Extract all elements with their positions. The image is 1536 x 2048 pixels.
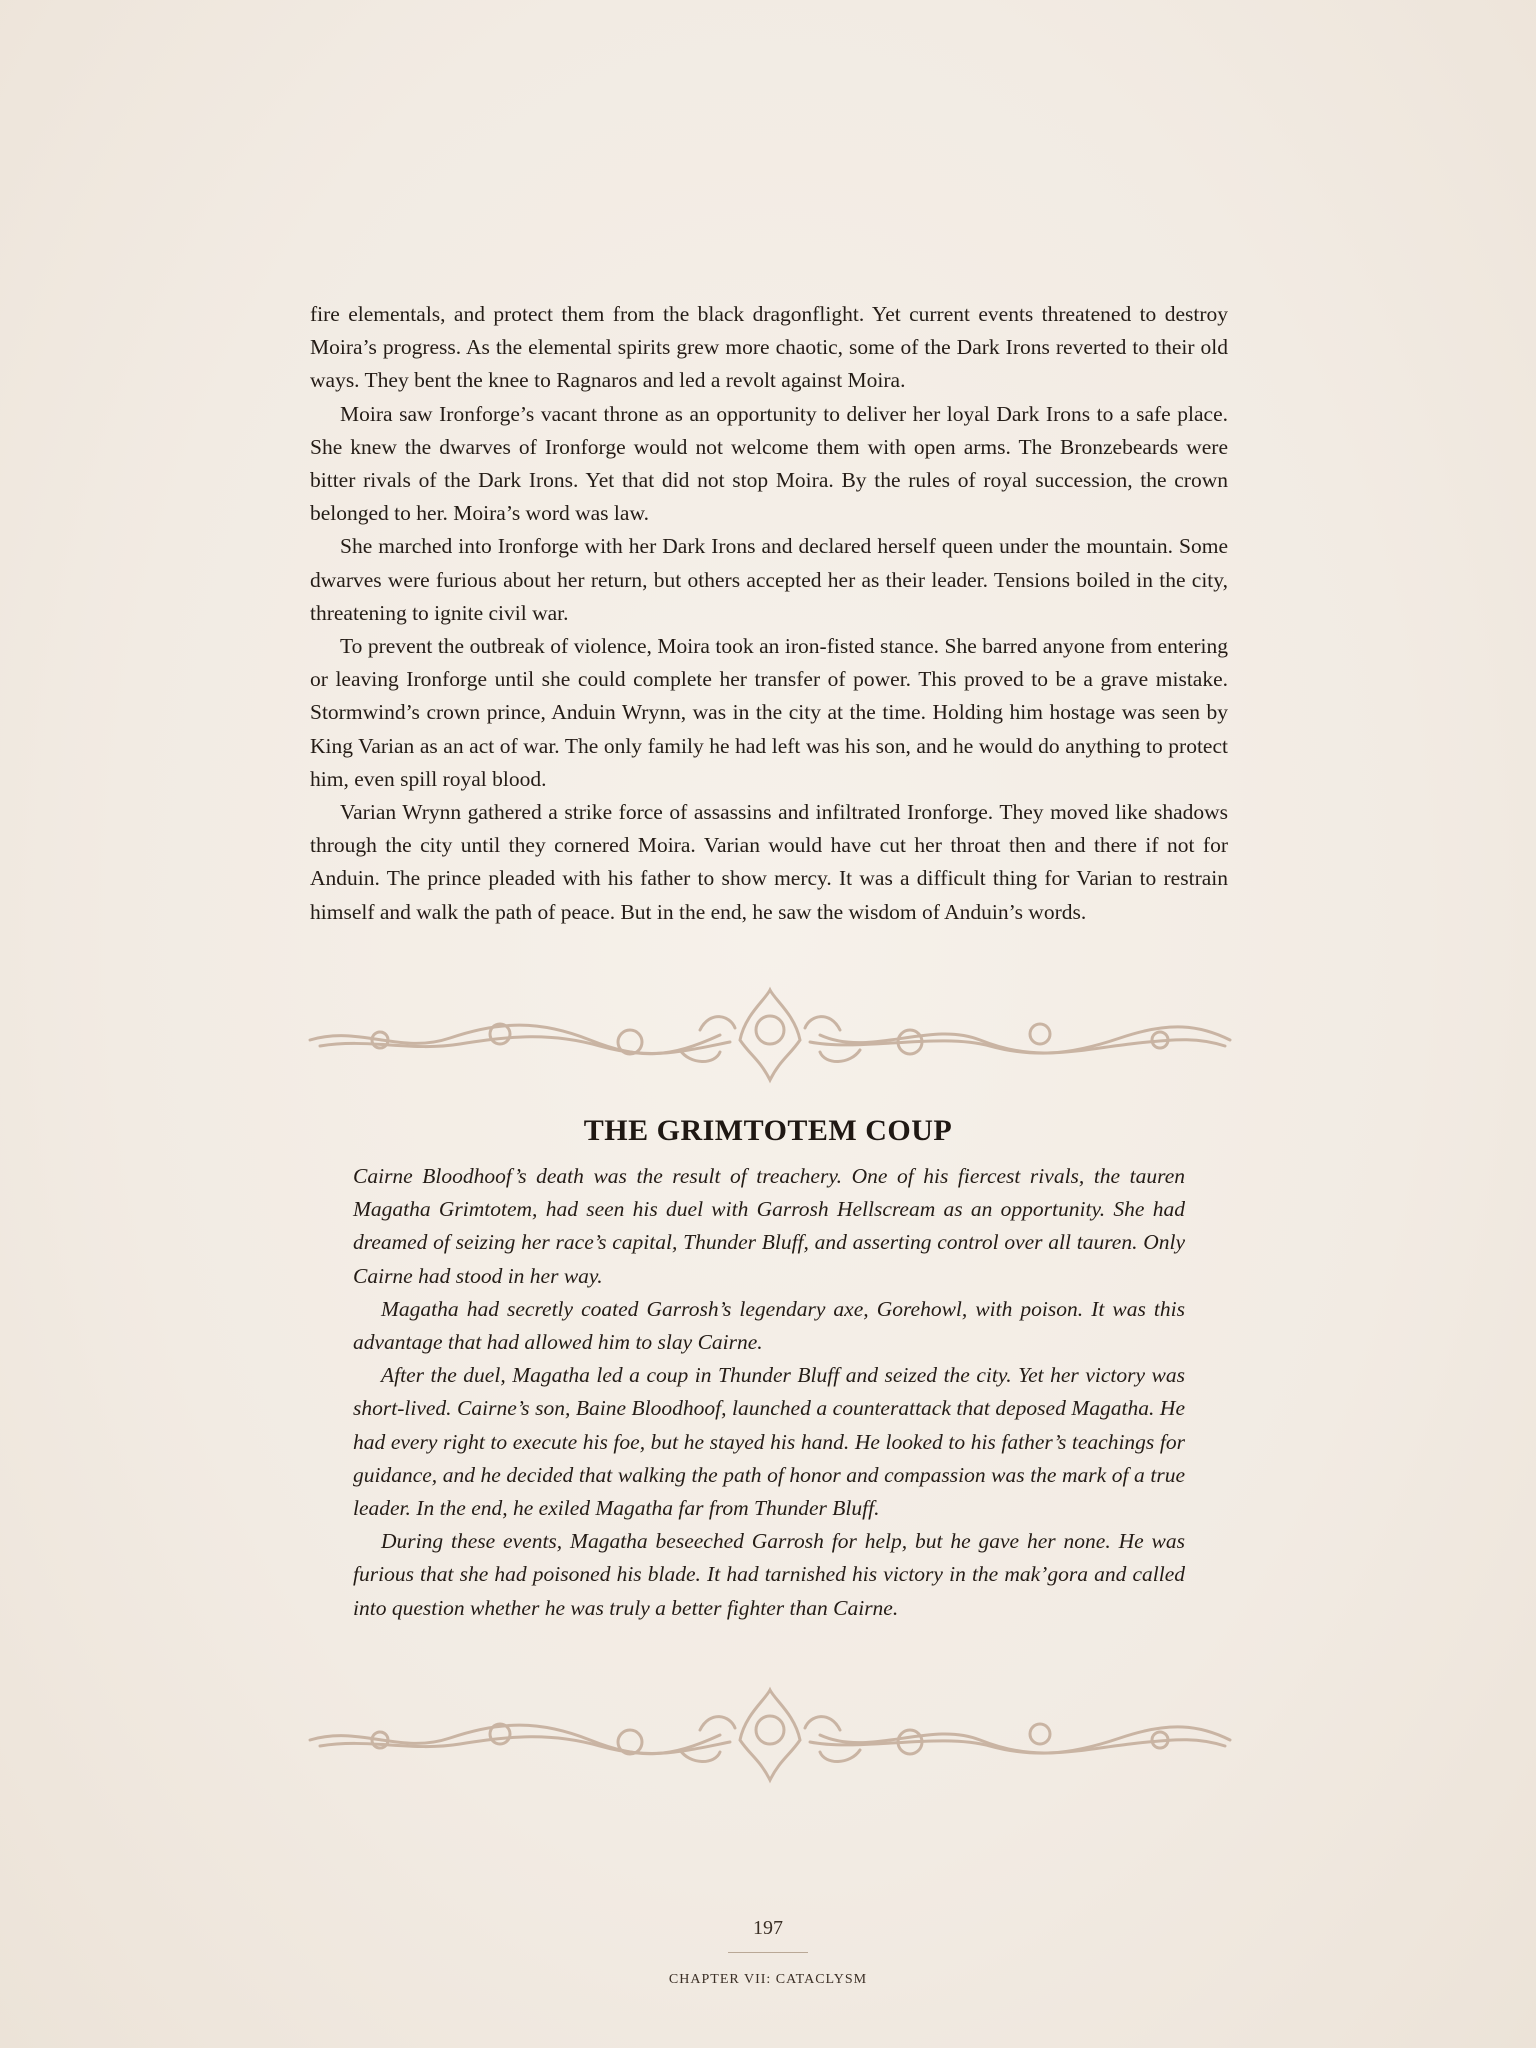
main-paragraph-1: fire elementals, and protect them from the black dragonflight. Yet current events threatened to destroy Moira’s progress. As the elemental spirits grew more chaotic, some of the Dark Irons reverted to their old ways. They bent the knee to Ragnaros and led a revolt against Moira. [310,302,1228,393]
main-paragraph-5: Varian Wrynn gathered a strike force of assassins and infiltrated Ironforge. They moved like shadows through the city until they cornered Moira. Varian would have cut her throat then and there if not for Anduin. The prince pleaded with his father to show mercy. It was a difficult thing for Varian to restrain himself and walk the path of peace. But in the end, he saw the wisdom of Anduin’s words. [310,800,1228,924]
chapter-label: CHAPTER VII: CATACLYSM [668,1972,868,1987]
main-paragraph-2: Moira saw Ironforge’s vacant throne as an opportunity to deliver her loyal Dark Irons to a safe place. She knew the dwarves of Ironforge would not welcome them with open arms. The Bronzebeards were bitter rivals of the Dark Irons. Yet that did not stop Moira. By the rules of royal succession, the crown belonged to her. Moira’s word was law. [310,401,1228,526]
ornament-divider-top-icon [300,980,1240,1090]
main-paragraph-3: She marched into Ironforge with her Dark Irons and declared herself queen under the mountain. Some dwarves were furious about her return, but others accepted her as their leader. Tensions boiled in the city, threatening to ignite civil war. [310,534,1228,625]
sidebar-paragraph-1: Cairne Bloodhoof’s death was the result of treachery. One of his fiercest rivals, the tauren Magatha Grimtotem, had seen his duel with Garrosh Hellscream as an opportunity. She had dreamed of seizing her race’s capital, Thunder Bluff, and asserting control over all tauren. Only Cairne had stood in her way. [353,1164,1185,1288]
ornament-divider-bottom-icon [300,1680,1240,1790]
folio-divider [728,1952,808,1953]
sidebar-paragraph-3: After the duel, Magatha led a coup in Thunder Bluff and seized the city. Yet her victory was short-lived. Cairne’s son, Baine Bloodhoof, launched a counterattack that deposed Magatha. He had every right to execute his foe, but he stayed his hand. He looked to his father’s teachings for guidance, and he decided that walking the path of honor and compassion was the mark of a true leader. In the end, he exiled Magatha far from Thunder Bluff. [353,1363,1185,1521]
sidebar-paragraph-4: During these events, Magatha beseeched Garrosh for help, but he gave her none. He was furious that she had poisoned his blade. It had tarnished his victory in the mak’gora and called into question whether he was truly a better fighter than Cairne. [353,1529,1185,1620]
page-number: 197 [753,1917,783,1939]
sidebar-text-block [353,1160,1185,1625]
sidebar-paragraph-2: Magatha had secretly coated Garrosh’s legendary axe, Gorehowl, with poison. It was this advantage that had allowed him to slay Cairne. [353,1296,1185,1355]
main-paragraph-4: To prevent the outbreak of violence, Moira took an iron-fisted stance. She barred anyone from entering or leaving Ironforge until she could complete her transfer of power. This proved to be a grave mistake. Stormwind’s crown prince, Anduin Wrynn, was in the city at the time. Holding him hostage was seen by King Varian as an act of war. The only family he had left was his son, and he would do anything to protect him, even spill royal blood. [310,634,1228,791]
main-text-block [310,298,1228,929]
sidebar-title: THE GRIMTOTEM COUP [583,1114,953,1147]
